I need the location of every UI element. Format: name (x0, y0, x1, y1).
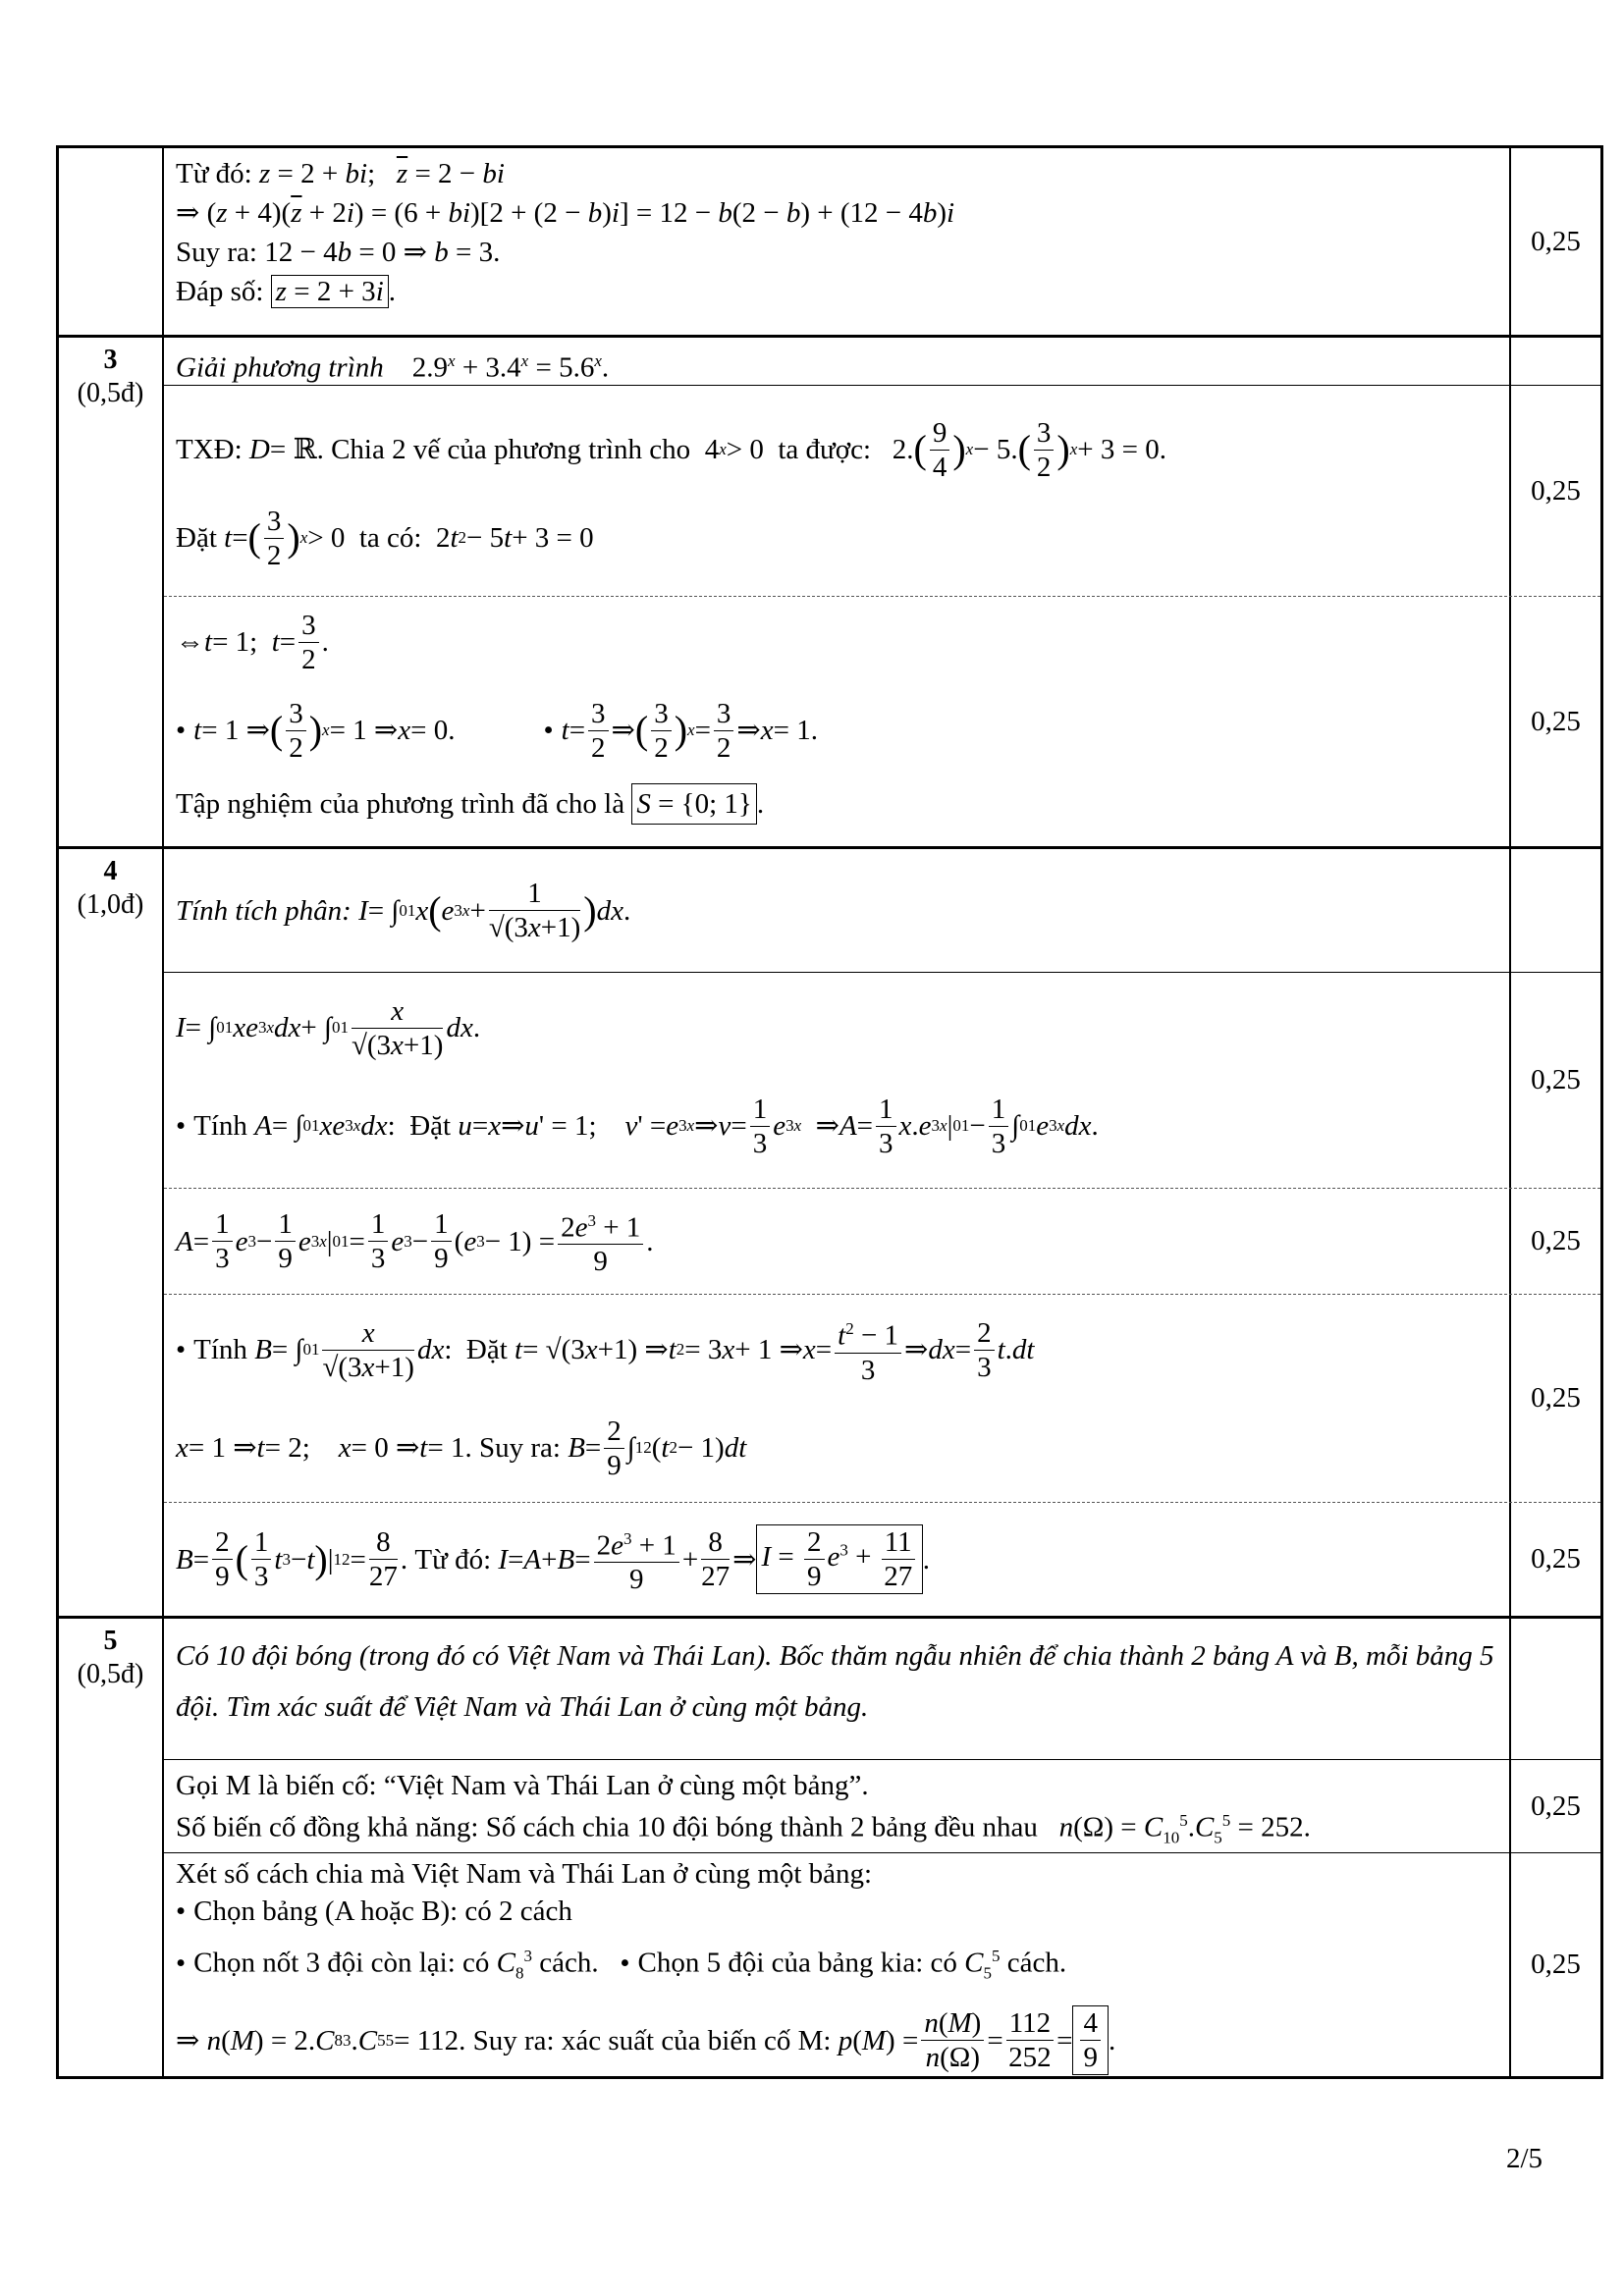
q5-cach-1: cách. (539, 1947, 599, 1979)
q5-step1-line2: Số biến cố đồng khả năng: Số cách chia 10 đội bóng thành 2 bảng đều nhau (176, 1811, 1038, 1843)
q2-row (59, 148, 1600, 335)
q4-dat-label: Đặt (409, 1110, 452, 1142)
q3-number-cell (59, 338, 164, 846)
q3-solution-set-text: Tập nghiệm của phương trình đã cho là (176, 788, 625, 820)
q2-score: 0,25 (1531, 225, 1581, 257)
q5-cach-2: cách. (1006, 1947, 1067, 1979)
q2-answer-box: z = 2 + 3i (271, 275, 389, 308)
q3-step2: ⇔ t = 1; t = $\frac{3}{2}$ . • t = 1 ⇒ ( $\frac{3}{2}$ ) x = 1 ⇒ x = 0. • t = $\frac{3}{2}$ ⇒ ( $\frac{3}{2}$ ) x = $\frac{3}{2}$ ⇒ x = 1. Tập nghiệm của phương trình đã cho là S = {0; 1} . (164, 597, 1511, 846)
q4-row (59, 846, 1600, 1616)
q5-step2-line3b: Chọn 5 đội của bảng kia: có (637, 1947, 957, 1979)
q4-step2-score: 0,25 (1531, 1225, 1581, 1256)
q5-step2-line3a: Chọn nốt 3 đội còn lại: có (193, 1947, 490, 1979)
q2-suyra-label: Suy ra: (176, 237, 257, 268)
q3-problem: Giải phương trình $2.9^x + 3.4^x = 5.6^x$. (164, 338, 1511, 385)
q3-have-text: ta có: (358, 522, 422, 554)
q5-step1-score: 0,25 (1531, 1789, 1581, 1822)
q4-tinh-a-label: Tính (193, 1110, 247, 1142)
q4-tudo-label: Từ đó: (414, 1543, 492, 1575)
q3-get-text: ta được: (778, 434, 872, 465)
q4-dat-label-2: Đặt (465, 1334, 508, 1365)
q2-answer-label: Đáp số: (176, 276, 264, 307)
q5-step2: Xét số cách chia mà Việt Nam và Thái Lan ở cùng một bảng: • Chọn bảng (A hoặc B): có 2 cách • Chọn nốt 3 đội còn lại: có $C_8^3$ cách. • Chọn 5 đội của bảng kia: có $C_5^5$ cách. ⇒ n ( M ) = 2. C 8 3 . C 5 5 = 112. Suy ra: xác suất của biến cố M: p ( M ) = $\frac{n(M)}{n(\Omega)}$ = $\frac{112}{252}$ = $\frac{4}{9}$ . (164, 1853, 1511, 2076)
q3-divide-text: . Chia 2 vế của phương trình cho (316, 434, 691, 465)
q4-answer-box: I = $\frac{2}{9}$ $e^3$ + $\frac{11}{27}$ (756, 1524, 922, 1594)
q4-suyra-label: Suy ra: (478, 1432, 561, 1464)
q3-row (59, 335, 1600, 846)
q3-set-label: Đặt (176, 522, 217, 554)
q5-step1-line1: Gọi M là biến cố: “Việt Nam và Thái Lan ở cùng một bảng”. (176, 1770, 869, 1801)
q3-answer-box: S = {0; 1} (631, 783, 757, 825)
q4-step3-score: 0,25 (1531, 1382, 1581, 1414)
q3-number: 3 (103, 345, 118, 375)
q4-step2: A = $\frac{1}{3}$ e 3 − $\frac{1}{9}$ e 3x | 0 1 = $\frac{1}{3}$ e 3 − $\frac{1}{9}$ ( e 3 − 1) = $\frac{2e^3 + 1}{9}$ . (164, 1189, 1511, 1294)
q5-step2-line4: Suy ra: xác suất của biến cố M: (472, 2024, 832, 2056)
page-number: 2/5 (1506, 2143, 1543, 2174)
q4-title: Tính tích phân: (176, 894, 352, 927)
q4-number: 4 (103, 856, 118, 886)
q5-row (59, 1616, 1600, 2076)
q3-points: (0,5đ) (77, 378, 144, 408)
q4-tinh-b-label: Tính (193, 1334, 247, 1365)
q5-step2-line1: Xét số cách chia mà Việt Nam và Thái Lan ở cùng một bảng: (176, 1858, 873, 1890)
q5-points: (0,5đ) (77, 1659, 144, 1689)
q5-number: 5 (103, 1626, 118, 1656)
q2-number-cell (59, 148, 164, 335)
q5-number-cell (59, 1619, 164, 2076)
q5-problem: Có 10 đội bóng (trong đó có Việt Nam và Thái Lan). Bốc thăm ngẫu nhiên để chia thành 2 bảng A và B, mỗi bảng 5 đội. Tìm xác suất để Việt Nam và Thái Lan ở cùng một bảng. (164, 1619, 1511, 1759)
q3-step2-score: 0,25 (1531, 705, 1581, 737)
q4-number-cell (59, 849, 164, 1616)
q3-step1: TXĐ: D = ℝ . Chia 2 vế của phương trình cho 4 x > 0 ta được: 2. ( $\frac{9}{4}$ ) x − 5. ( $\frac{3}{2}$ ) x + 3 = 0. Đặt t = ( $\frac{3}{2}$ ) x > 0 ta có: 2 t 2 − 5 t + 3 = 0 (164, 386, 1511, 596)
q4-step4-score: 0,25 (1531, 1543, 1581, 1575)
implies-symbol: ⇒ (176, 197, 200, 229)
q2-solution: Từ đó: z = 2 + bi; $\overline{z} = 2$ − bi ⇒ $(z + 4)(\overline{z} + 2i) = (6 + bi)[2 + (2 - b)i] = 12 - b(2 - b) + (12 - 4b)i$ Suy ra: 12 − 4b = 0 ⇒ b = 3. Đáp số: z = 2 + 3i . (164, 148, 1511, 335)
q4-step1: I = ∫ 0 1 xe 3x dx + ∫ 0 1 $\frac{x}{√(3x+1)}$ dx . • Tính A = ∫ 0 1 xe 3x dx : Đặt u = x ⇒ u ' = 1; v ' = e 3x ⇒ v = $\frac{1}{3}$ e 3x ⇒ A = $\frac{1}{3}$ x . e 3x | 0 1 − $\frac{1}{3}$ ∫ 0 1 e 3x dx . (164, 973, 1511, 1188)
q3-title: Giải phương trình (176, 351, 384, 384)
q3-step1-score: 0,25 (1531, 474, 1581, 507)
q4-problem: Tính tích phân: I = ∫ 0 1 x ( e 3x + $\frac{1}{√(3x+1)}$ ) dx . (164, 849, 1511, 972)
answer-table (56, 145, 1603, 2079)
q5-step1: Gọi M là biến cố: “Việt Nam và Thái Lan ở cùng một bảng”. Số biến cố đồng khả năng: Số cách chia 10 đội bóng thành 2 bảng đều nhau $n(\Omega) = C_{10}^5.C_5^5 = 252$. (164, 1760, 1511, 1852)
q3-txd-label: TXĐ: (176, 434, 243, 465)
q5-step2-line2: Chọn bảng (A hoặc B): có 2 cách (193, 1896, 572, 1927)
q2-line-label: Từ đó: (176, 158, 252, 189)
q4-step4: B = $\frac{2}{9}$ ( $\frac{1}{3}$ t 3 − t ) | 1 2 = $\frac{8}{27}$ . Từ đó: I = A + B = $\frac{2e^3 + 1}{9}$ + $\frac{8}{27}$ ⇒ I = $\frac{2}{9}$ $e^3$ + $\frac{11}{27}$ . (164, 1503, 1511, 1616)
q5-answer-box: $\frac{4}{9}$ (1072, 2005, 1109, 2075)
q4-step1-score: 0,25 (1531, 1064, 1581, 1095)
q4-points: (1,0đ) (77, 889, 144, 920)
q5-step2-score: 0,25 (1531, 1949, 1581, 1980)
q4-step3: • Tính B = ∫ 0 1 $\frac{x}{√(3x+1)}$ dx : Đặt t = √(3 x +1) ⇒ t 2 = 3 x + 1 ⇒ x = $\frac{t^2 - 1}{3}$ ⇒ dx = $\frac{2}{3}$ t . dt x = 1 ⇒ t = 2; x = 0 ⇒ t = 1. Suy ra: B = $\frac{2}{9}$ ∫ 1 2 ( t 2 − 1) dt (164, 1295, 1511, 1502)
